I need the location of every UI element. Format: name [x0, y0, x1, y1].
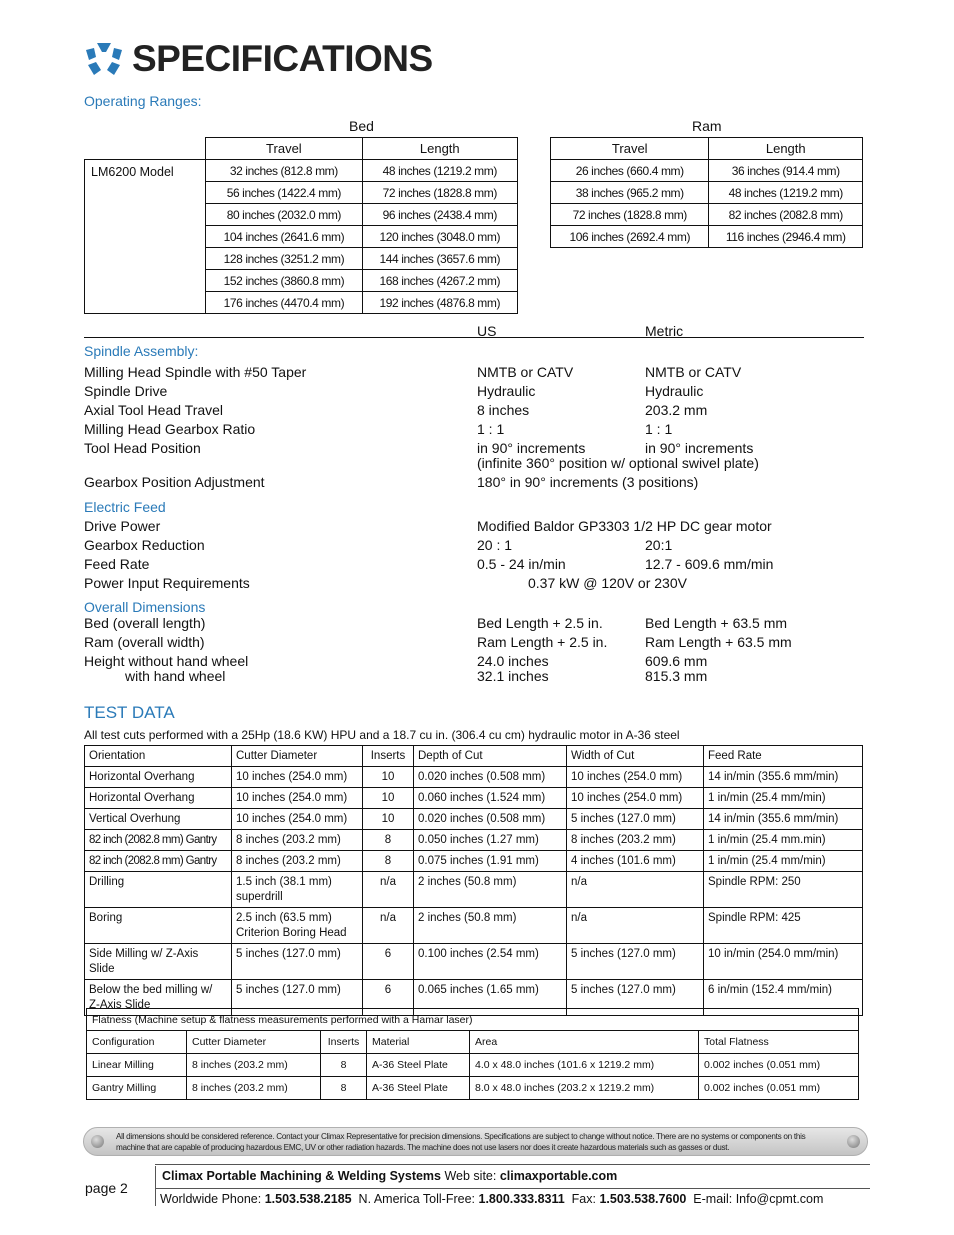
cell-subline: Z-Axis Slide	[89, 999, 151, 1011]
table-cell: 8	[321, 1077, 367, 1100]
flatness-table	[86, 1008, 859, 1100]
ram-length-cell: 48 inches (1219.2 mm)	[709, 182, 863, 204]
table-cell: 1 in/min (25.4 mm/min)	[704, 788, 863, 809]
spec-us-value: 8 inches	[477, 402, 530, 418]
table-cell: Boring	[85, 908, 232, 944]
spec-label: Milling Head Gearbox Ratio	[84, 421, 256, 437]
spec-label: Gearbox Position Adjustment	[84, 474, 265, 490]
table-cell: 5 inches (127.0 mm)	[567, 809, 704, 830]
table-header: Depth of Cut	[414, 746, 567, 767]
spec-us-value: NMTB or CATV	[477, 364, 574, 380]
table-cell: 6	[363, 944, 414, 980]
us-column-header: US	[477, 323, 497, 339]
table-cell: 0.050 inches (1.27 mm)	[414, 830, 567, 851]
table-cell: Vertical Overhung	[85, 809, 232, 830]
bed-length-cell: 168 inches (4267.2 mm)	[362, 270, 517, 292]
table-cell: Linear Milling	[87, 1054, 187, 1077]
model-name: LM6200 Model	[85, 160, 206, 314]
table-row	[87, 1054, 859, 1077]
cell-line: Below the bed milling w/	[89, 984, 213, 996]
bed-length-cell: 96 inches (2438.4 mm)	[362, 204, 517, 226]
table-cell: 8.0 x 48.0 inches (203.2 x 1219.2 mm)	[470, 1077, 699, 1100]
spec-us-value: 0.5 - 24 in/min	[477, 556, 566, 572]
spec-metric-value: Ram Length + 63.5 mm	[645, 634, 792, 650]
table-cell: A-36 Steel Plate	[367, 1077, 470, 1100]
table-cell: Spindle RPM: 425	[704, 908, 863, 944]
tollfree-label: N. America Toll-Free:	[358, 1192, 476, 1206]
table-cell: 0.002 inches (0.051 mm)	[699, 1054, 859, 1077]
table-cell: Side Milling w/ Z-Axis Slide	[85, 944, 232, 980]
table-header: Inserts	[321, 1031, 367, 1054]
spec-metric-value: Hydraulic	[645, 383, 704, 399]
ram-travel-cell: 38 inches (965.2 mm)	[551, 182, 709, 204]
bed-length-cell: 192 inches (4876.8 mm)	[362, 292, 517, 314]
table-cell: 5 inches (127.0 mm)	[232, 944, 363, 980]
table-cell: 0.060 inches (1.524 mm)	[414, 788, 567, 809]
table-cell: n/a	[567, 872, 704, 908]
table-row	[85, 944, 863, 980]
spec-label: Bed (overall length)	[84, 615, 206, 631]
spec-metric-value: NMTB or CATV	[645, 364, 742, 380]
footer-rule-top	[155, 1164, 870, 1165]
bed-length-cell: 120 inches (3048.0 mm)	[362, 226, 517, 248]
bed-length-cell: 48 inches (1219.2 mm)	[362, 160, 517, 182]
bed-travel-header: Travel	[206, 138, 362, 160]
web-link[interactable]: climaxportable.com	[499, 1169, 618, 1183]
overall-dimensions-heading: Overall Dimensions	[84, 599, 206, 615]
table-cell: 2 inches (50.8 mm)	[414, 872, 567, 908]
spec-us-value: 24.0 inches	[477, 653, 549, 669]
spec-us-value: 1 : 1	[477, 421, 505, 437]
table-cell: 0.020 inches (0.508 mm)	[414, 767, 567, 788]
disclaimer-text: All dimensions should be considered reference. Contact your Climax Representative for precision dimensions. Specifications are subject to change without notice. There are no systems or components on this machine that are capable of producing hazardous EMC, UV or other radiation hazards. The machine does not use lasers nor does it create hazardous materials such as gasses or dust.	[116, 1132, 806, 1152]
table-cell: 6 in/min (152.4 mm/min)	[704, 980, 863, 1016]
bed-travel-cell: 152 inches (3860.8 mm)	[206, 270, 362, 292]
ram-label: Ram	[692, 118, 722, 134]
bed-travel-cell: 32 inches (812.8 mm)	[206, 160, 362, 182]
table-cell: Gantry Milling	[87, 1077, 187, 1100]
spec-label: Ram (overall width)	[84, 634, 205, 650]
table-cell: 14 in/min (355.6 mm/min)	[704, 767, 863, 788]
table-cell	[232, 872, 363, 908]
bed-travel-cell: 176 inches (4470.4 mm)	[206, 292, 362, 314]
test-data-heading: TEST DATA	[84, 703, 175, 722]
spec-metric-value: 20:1	[645, 537, 673, 553]
table-cell: 8 inches (203.2 mm)	[232, 851, 363, 872]
spec-label: Milling Head Spindle with #50 Taper	[84, 364, 307, 380]
table-cell: 4.0 x 48.0 inches (101.6 x 1219.2 mm)	[470, 1054, 699, 1077]
table-cell: 5 inches (127.0 mm)	[567, 944, 704, 980]
table-cell: 0.002 inches (0.051 mm)	[699, 1077, 859, 1100]
cell-subline: superdrill	[236, 891, 283, 903]
table-cell: 8	[363, 851, 414, 872]
fax-number: 1.503.538.7600	[599, 1192, 687, 1206]
spec-metric-value: 1 : 1	[645, 421, 673, 437]
bed-travel-cell: 80 inches (2032.0 mm)	[206, 204, 362, 226]
fax-label: Fax:	[571, 1192, 596, 1206]
footer-company-line	[162, 1169, 617, 1183]
cell-line: 2.5 inch (63.5 mm)	[236, 912, 332, 924]
spec-metric-value: Bed Length + 63.5 mm	[645, 615, 788, 631]
section-divider	[84, 337, 864, 338]
table-cell: 14 in/min (355.6 mm/min)	[704, 809, 863, 830]
email-link[interactable]: Info@cpmt.com	[735, 1192, 824, 1206]
spec-label: Power Input Requirements	[84, 575, 250, 591]
page-number: page 2	[85, 1180, 128, 1196]
table-header: Feed Rate	[704, 746, 863, 767]
spec-label: Tool Head Position	[84, 440, 201, 456]
phone-number: 1.503.538.2185	[264, 1192, 352, 1206]
spec-label: Drive Power	[84, 518, 161, 534]
table-cell: 8 inches (203.2 mm)	[567, 830, 704, 851]
table-cell: 8 inches (203.2 mm)	[232, 830, 363, 851]
table-cell: 2 inches (50.8 mm)	[414, 908, 567, 944]
table-cell: 10 inches (254.0 mm)	[567, 767, 704, 788]
table-row	[85, 830, 863, 851]
table-cell: Drilling	[85, 872, 232, 908]
footer-contact-line	[160, 1192, 823, 1206]
spec-metric-value: 815.3 mm	[645, 668, 708, 684]
table-row	[87, 1077, 859, 1100]
table-header: Configuration	[87, 1031, 187, 1054]
metric-column-header: Metric	[645, 323, 684, 339]
bolt-icon	[91, 1135, 104, 1148]
electric-feed-heading: Electric Feed	[84, 499, 166, 515]
table-header: Cutter Diameter	[187, 1031, 321, 1054]
table-cell: 10	[363, 767, 414, 788]
climax-logo-icon	[84, 41, 124, 77]
ram-travel-cell: 26 inches (660.4 mm)	[551, 160, 709, 182]
test-data-intro: All test cuts performed with a 25Hp (18.6 KW) HPU and a 18.7 cu in. (306.4 cu cm) hydraulic motor in A-36 steel	[84, 728, 680, 742]
ram-length-header: Length	[709, 138, 863, 160]
tollfree-number: 1.800.333.8311	[478, 1192, 565, 1206]
table-cell: Spindle RPM: 250	[704, 872, 863, 908]
spec-us-value: 180° in 90° increments (3 positions)	[477, 474, 699, 490]
table-cell: 10 inches (254.0 mm)	[232, 767, 363, 788]
table-cell: 4 inches (101.6 mm)	[567, 851, 704, 872]
table-cell: n/a	[363, 872, 414, 908]
table-row	[85, 788, 863, 809]
web-label: Web site:	[444, 1169, 497, 1183]
spec-label: Axial Tool Head Travel	[84, 402, 224, 418]
bed-travel-cell: 56 inches (1422.4 mm)	[206, 182, 362, 204]
tool-head-note: (infinite 360° position w/ optional swivel plate)	[477, 455, 759, 471]
ram-length-cell: 36 inches (914.4 mm)	[709, 160, 863, 182]
table-cell: 5 inches (127.0 mm)	[232, 980, 363, 1016]
spec-label: with hand wheel	[125, 668, 226, 684]
table-header: Material	[367, 1031, 470, 1054]
table-cell: Horizontal Overhang	[85, 767, 232, 788]
spec-metric-value: 609.6 mm	[645, 653, 708, 669]
bed-travel-cell: 104 inches (2641.6 mm)	[206, 226, 362, 248]
table-cell: 0.075 inches (1.91 mm)	[414, 851, 567, 872]
table-cell	[232, 908, 363, 944]
spec-label: Feed Rate	[84, 556, 150, 572]
ram-travel-cell: 72 inches (1828.8 mm)	[551, 204, 709, 226]
spec-us-value: Hydraulic	[477, 383, 536, 399]
table-cell: A-36 Steel Plate	[367, 1054, 470, 1077]
table-cell: 0.100 inches (2.54 mm)	[414, 944, 567, 980]
table-cell: Horizontal Overhang	[85, 788, 232, 809]
table-row	[85, 851, 863, 872]
table-cell: 5 inches (127.0 mm)	[567, 980, 704, 1016]
ram-travel-cell: 106 inches (2692.4 mm)	[551, 226, 709, 248]
operating-ranges-heading: Operating Ranges:	[84, 93, 202, 109]
ram-length-cell: 82 inches (2082.8 mm)	[709, 204, 863, 226]
table-cell: n/a	[363, 908, 414, 944]
table-header: Orientation	[85, 746, 232, 767]
table-cell: 10	[363, 809, 414, 830]
table-row	[85, 872, 863, 908]
bed-length-header: Length	[362, 138, 517, 160]
bed-length-cell: 72 inches (1828.8 mm)	[362, 182, 517, 204]
table-header: Area	[470, 1031, 699, 1054]
spec-us-value: 32.1 inches	[477, 668, 549, 684]
bed-range-table	[84, 137, 518, 314]
ram-range-table	[550, 137, 863, 248]
spec-label: Spindle Drive	[84, 383, 168, 399]
bed-travel-cell: 128 inches (3251.2 mm)	[206, 248, 362, 270]
table-cell: 0.065 inches (1.65 mm)	[414, 980, 567, 1016]
spec-us-value: Ram Length + 2.5 in.	[477, 634, 608, 650]
table-cell: 8 inches (203.2 mm)	[187, 1054, 321, 1077]
cell-line: 1.5 inch (38.1 mm)	[236, 876, 332, 888]
table-row	[85, 767, 863, 788]
table-row	[85, 809, 863, 830]
table-cell: 82 inch (2082.8 mm) Gantry	[85, 851, 232, 872]
table-cell: 10 inches (254.0 mm)	[232, 809, 363, 830]
spec-us-value: Bed Length + 2.5 in.	[477, 615, 603, 631]
spec-metric-value: 203.2 mm	[645, 402, 708, 418]
flatness-caption: Flatness (Machine setup & flatness measurements performed with a Hamar laser)	[87, 1009, 859, 1031]
ram-length-cell: 116 inches (2946.4 mm)	[709, 226, 863, 248]
table-row	[85, 908, 863, 944]
phone-label: Worldwide Phone:	[160, 1192, 262, 1206]
spec-us-value: in 90° increments	[477, 440, 586, 456]
bolt-icon	[847, 1135, 860, 1148]
spindle-heading: Spindle Assembly:	[84, 343, 199, 359]
table-cell: 10 in/min (254.0 mm/min)	[704, 944, 863, 980]
table-header: Total Flatness	[699, 1031, 859, 1054]
table-cell: 10 inches (254.0 mm)	[567, 788, 704, 809]
table-cell: 10	[363, 788, 414, 809]
table-cell: 8	[363, 830, 414, 851]
table-header: Width of Cut	[567, 746, 704, 767]
page-title: SPECIFICATIONS	[132, 38, 433, 79]
spec-us-value: 0.37 kW @ 120V or 230V	[528, 575, 687, 591]
email-label: E-mail:	[693, 1192, 733, 1206]
table-header: Inserts	[363, 746, 414, 767]
table-cell: 8	[321, 1054, 367, 1077]
disclaimer-bar	[83, 1127, 868, 1156]
footer-rule-middle	[155, 1188, 870, 1189]
bed-label: Bed	[349, 118, 374, 134]
table-header: Cutter Diameter	[232, 746, 363, 767]
footer-divider-vertical	[155, 1166, 156, 1206]
table-cell: 8 inches (203.2 mm)	[187, 1077, 321, 1100]
table-cell: n/a	[567, 908, 704, 944]
spec-us-value: 20 : 1	[477, 537, 513, 553]
table-cell: 82 inch (2082.8 mm) Gantry	[85, 830, 232, 851]
table-cell: 0.020 inches (0.508 mm)	[414, 809, 567, 830]
spec-label: Height without hand wheel	[84, 653, 249, 669]
table-cell: 1 in/min (25.4 mm.min)	[704, 830, 863, 851]
table-cell: 10 inches (254.0 mm)	[232, 788, 363, 809]
spec-us-value: Modified Baldor GP3303 1/2 HP DC gear motor	[477, 518, 772, 534]
cell-subline: Criterion Boring Head	[236, 927, 347, 939]
ram-travel-header: Travel	[551, 138, 709, 160]
spec-metric-value: in 90° increments	[645, 440, 754, 456]
bed-length-cell: 144 inches (3657.6 mm)	[362, 248, 517, 270]
table-cell: 6	[363, 980, 414, 1016]
spec-label: Gearbox Reduction	[84, 537, 205, 553]
spec-metric-value: 12.7 - 609.6 mm/min	[645, 556, 774, 572]
company-name: Climax Portable Machining & Welding Systems	[162, 1169, 441, 1183]
table-cell: 1 in/min (25.4 mm/min)	[704, 851, 863, 872]
test-data-table	[84, 745, 863, 1016]
